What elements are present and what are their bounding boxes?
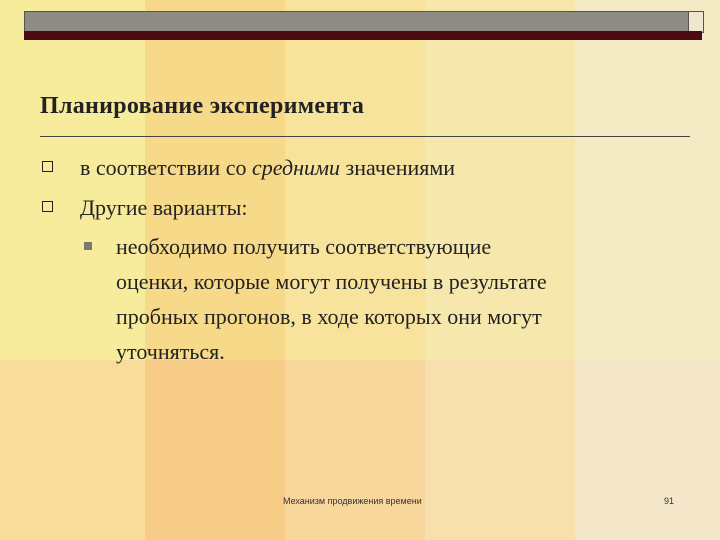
background-block <box>575 0 720 360</box>
header-corner-square <box>688 11 704 33</box>
bullet-item-1 <box>80 154 455 181</box>
sub-bullet-line: оценки, которые могут получены в результате <box>116 269 547 294</box>
background-block <box>0 360 145 540</box>
hollow-square-bullet-icon <box>42 201 53 212</box>
title-divider <box>40 136 690 137</box>
page-number: 91 <box>664 496 675 506</box>
hollow-square-bullet-icon <box>42 161 53 172</box>
slide-title: Планирование эксперимента <box>40 93 365 119</box>
bullet-text-after: значениями <box>340 155 456 180</box>
bullet-text-emphasis: средними <box>251 155 341 180</box>
header-corner-accent <box>688 31 702 40</box>
bullet-text-before: в соответствии со <box>80 155 252 180</box>
background-block <box>575 360 720 540</box>
sub-bullet-line: пробных прогонов, в ходе которых они могут <box>116 304 542 329</box>
background-block <box>285 360 425 540</box>
sub-bullet-line: уточняться. <box>116 339 225 364</box>
bullet-item-2: Другие варианты: <box>80 195 248 220</box>
footer-caption: Механизм продвижения времени <box>283 496 422 506</box>
filled-square-bullet-icon <box>84 242 92 250</box>
header-accent-bar <box>24 31 688 40</box>
header-bar <box>24 11 690 33</box>
background-block <box>145 360 285 540</box>
sub-bullet-line: необходимо получить соответствующие <box>116 234 492 259</box>
background-block <box>425 360 575 540</box>
